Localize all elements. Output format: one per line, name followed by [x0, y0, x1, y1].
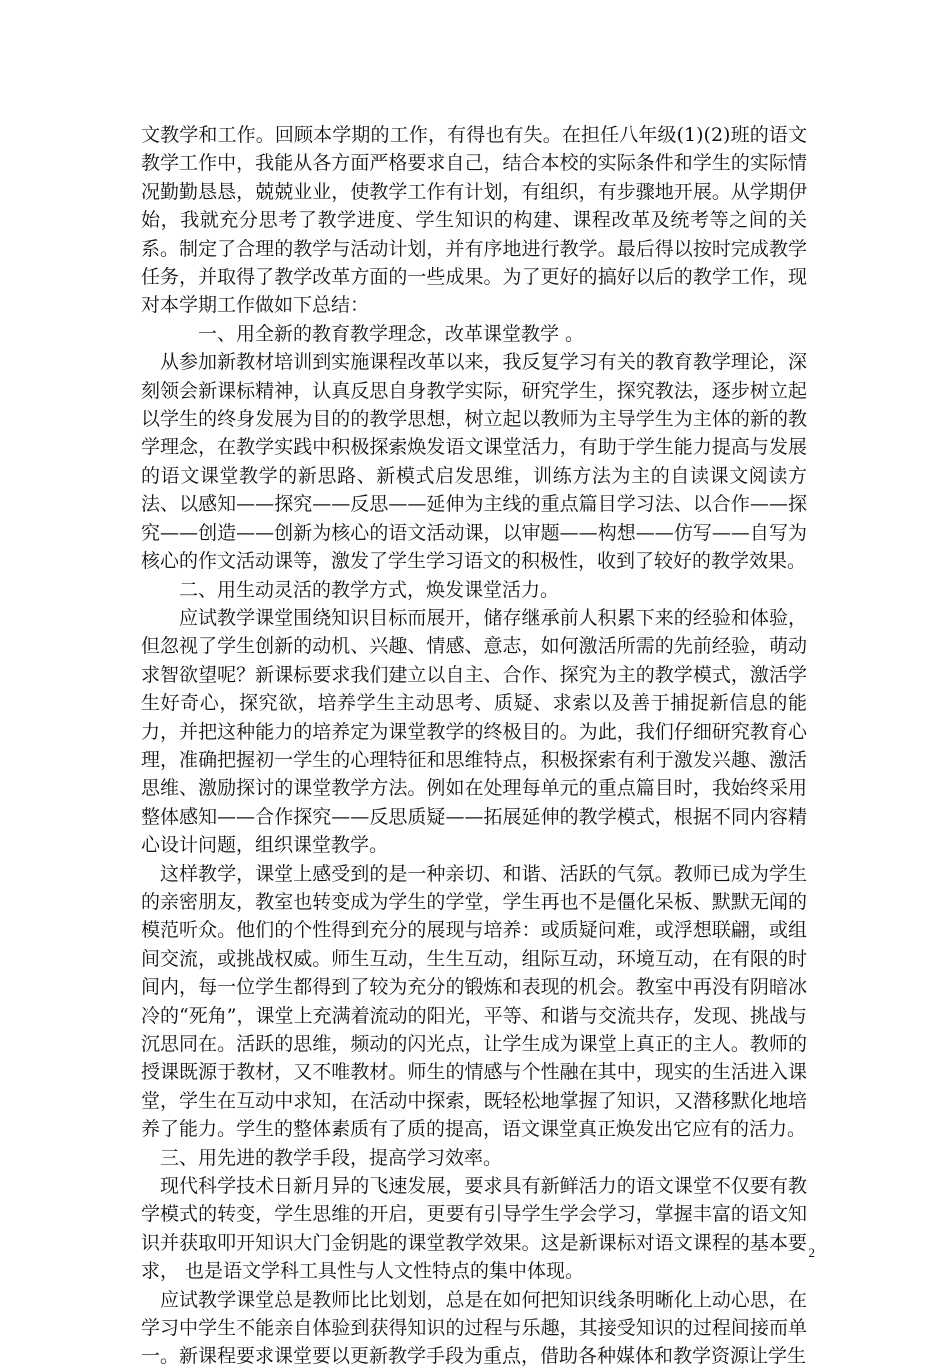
section-heading-1: 一、用全新的教育教学理念，改革课堂教学 。	[198, 322, 585, 345]
section-heading-3: 三、用先进的教学手段，提高学习效率。	[160, 1146, 503, 1169]
intro-paragraph: 文教学和工作。回顾本学期的工作，有得也有失。在担任八年级(1)(2)班的语文教学工作中，我能从各方面严格要求自己，结合本校的实际条件和学生的实际情况勤勤恳恳，兢兢业业，使教学工作有计划，有组织，有步骤地开展。从学期伊始，我就充分思考了教学进度、学生知识的构建、课程改革及统考等之间的关系。制定了合理的教学与活动计划，并有序地进行教学。最后得以按时完成教学任务，并取得了教学改革方面的一些成果。为了更好的搞好以后的教学工作，现对本学期工作做如下总结：	[141, 124, 807, 317]
document-body	[141, 121, 807, 1371]
body-paragraph-5: 应试教学课堂总是教师比比划划，总是在如何把知识线条明晰化上动心思，在学习中学生不能亲自体验到获得知识的过程与乐趣，其接受知识的过程间接而单一。新课程要求课堂要以更新教学手段为重点，借助各种媒体和教学资源让学生	[141, 1288, 807, 1368]
body-paragraph-1: 从参加新教材培训到实施课程改革以来，我反复学习有关的教育教学理论，深刻领会新课标精神，认真反思自身教学实际，研究学生，探究教法，逐步树立起以学生的终身发展为目的的教学思想，树立起以教师为主导学生为主体的新的教学理念，在教学实践中积极探索焕发语文课堂活力，有助于学生能力提高与发展的语文课堂教学的新思路、新模式启发思维，训练方法为主的自读课文阅读方法、以感知——探究——反思——延伸为主线的重点篇目学习法、以合作——探究——创造——创新为核心的语文活动课，以审题——构想——仿写——自写为核心的作文活动课等，激发了学生学习语文的积极性，收到了较好的教学效果。	[141, 351, 807, 573]
body-paragraph-2: 应试教学课堂围绕知识目标而展开，储存继承前人积累下来的经验和体验，但忽视了学生创新的动机、兴趣、情感、意志，如何激活所需的先前经验，萌动求智欲望呢？新课标要求我们建立以自主、合作、探究为主的教学模式，激活学生好奇心，探究欲，培养学生主动思考、质疑、求索以及善于捕捉新信息的能力，并把这种能力的培养定为课堂教学的终极目的。为此，我们仔细研究教育心理，准确把握初一学生的心理特征和思维特点，积极探索有利于激发兴趣、激活思维、激励探讨的课堂教学方法。例如在处理每单元的重点篇目时，我始终采用整体感知——合作探究——反思质疑——拓展延伸的教学模式，根据不同内容精心设计问题，组织课堂教学。	[141, 606, 807, 857]
body-paragraph-3: 这样教学，课堂上感受到的是一种亲切、和谐、活跃的气氛。教师已成为学生的亲密朋友，教室也转变成为学生的学堂，学生再也不是僵化呆板、默默无闻的模范听众。他们的个性得到充分的展现与培养：或质疑问难，或浮想联翩，或组间交流，或挑战权威。师生互动，生生互动，组际互动，环境互动，在有限的时间内，每一位学生都得到了较为充分的锻炼和表现的机会。教室中再没有阴暗冰冷的“死角”，课堂上充满着流动的阳光，平等、和谐与交流共存，发现、挑战与沉思同在。活跃的思维，频动的闪光点，让学生成为课堂上真正的主人。教师的授课既源于教材，又不唯教材。师生的情感与个性融在其中，现实的生活进入课堂，学生在互动中求知，在活动中探索，既轻松地掌握了知识，又潜移默化地培养了能力。学生的整体素质有了质的提高，语文课堂真正焕发出它应有的活力。	[141, 862, 807, 1141]
page-number: 2	[808, 1245, 815, 1260]
body-paragraph-4: 现代科学技术日新月异的飞速发展，要求具有新鲜活力的语文课堂不仅要有教学模式的转变，学生思维的开启，更要有引导学生学会学习，掌握丰富的语文知识并获取叩开知识大门金钥匙的课堂教学效果。这是新课标对语文课程的基本要求， 也是语文学科工具性与人文性特点的集中体现。	[141, 1175, 807, 1283]
section-heading-2: 二、用生动灵活的教学方式，焕发课堂活力。	[179, 578, 560, 601]
